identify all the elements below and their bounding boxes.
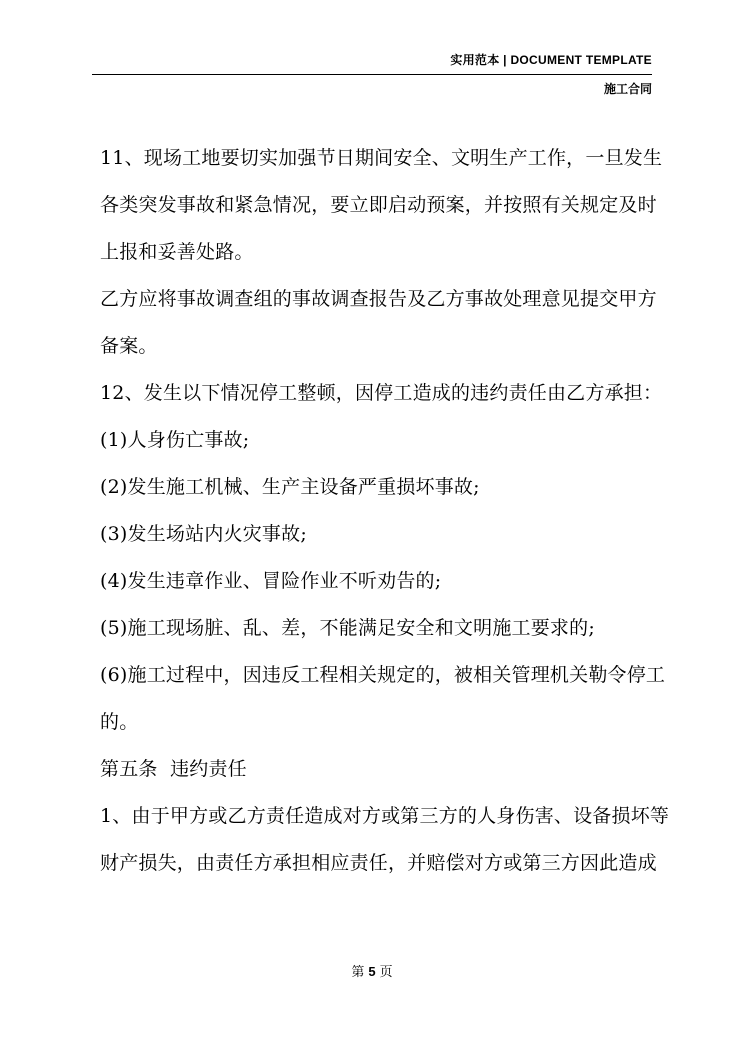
footer-prefix: 第 bbox=[351, 965, 365, 980]
body-line-8: (2)发生施工机械、生产主设备严重损坏事故; bbox=[100, 476, 480, 498]
body-line-3: 上报和妥善处路。 bbox=[100, 241, 254, 263]
body-line-10: (4)发生违章作业、冒险作业不听劝告的; bbox=[100, 570, 442, 592]
body-line-15: 1、由于甲方或乙方责任造成对方或第三方的人身伤害、设备损坏等 bbox=[100, 805, 670, 827]
header-divider bbox=[92, 74, 652, 75]
body-line-12: (6)施工过程中，因违反工程相关规定的，被相关管理机关勒令停工 bbox=[100, 664, 666, 686]
page-header bbox=[92, 50, 652, 99]
page-footer bbox=[0, 963, 744, 982]
body-line-11: (5)施工现场脏、乱、差，不能满足安全和文明施工要求的; bbox=[100, 617, 595, 639]
body-line-13: 的。 bbox=[100, 711, 139, 733]
header-subtitle: 施工合同 bbox=[603, 82, 652, 96]
body-line-16: 财产损失，由责任方承担相应责任，并赔偿对方或第三方因此造成 bbox=[100, 852, 657, 874]
body-line-1: 11、现场工地要切实加强节日期间安全、文明生产工作，一旦发生 bbox=[100, 147, 663, 169]
document-body bbox=[100, 135, 670, 887]
body-line-4: 乙方应将事故调查组的事故调查报告及乙方事故处理意见提交甲方 bbox=[100, 288, 657, 310]
footer-suffix: 页 bbox=[379, 965, 393, 980]
body-line-6: 12、发生以下情况停工整顿，因停工造成的违约责任由乙方承担： bbox=[100, 382, 663, 404]
section-heading: 第五条 违约责任 bbox=[100, 758, 247, 780]
page-number: 5 bbox=[368, 964, 376, 979]
header-title: 实用范本 | DOCUMENT TEMPLATE bbox=[450, 53, 652, 67]
body-line-2: 各类突发事故和紧急情况，要立即启动预案，并按照有关规定及时 bbox=[100, 194, 657, 216]
body-line-9: (3)发生场站内火灾事故; bbox=[100, 523, 307, 545]
body-line-7: (1)人身伤亡事故; bbox=[100, 429, 250, 451]
body-line-5: 备案。 bbox=[100, 335, 158, 357]
